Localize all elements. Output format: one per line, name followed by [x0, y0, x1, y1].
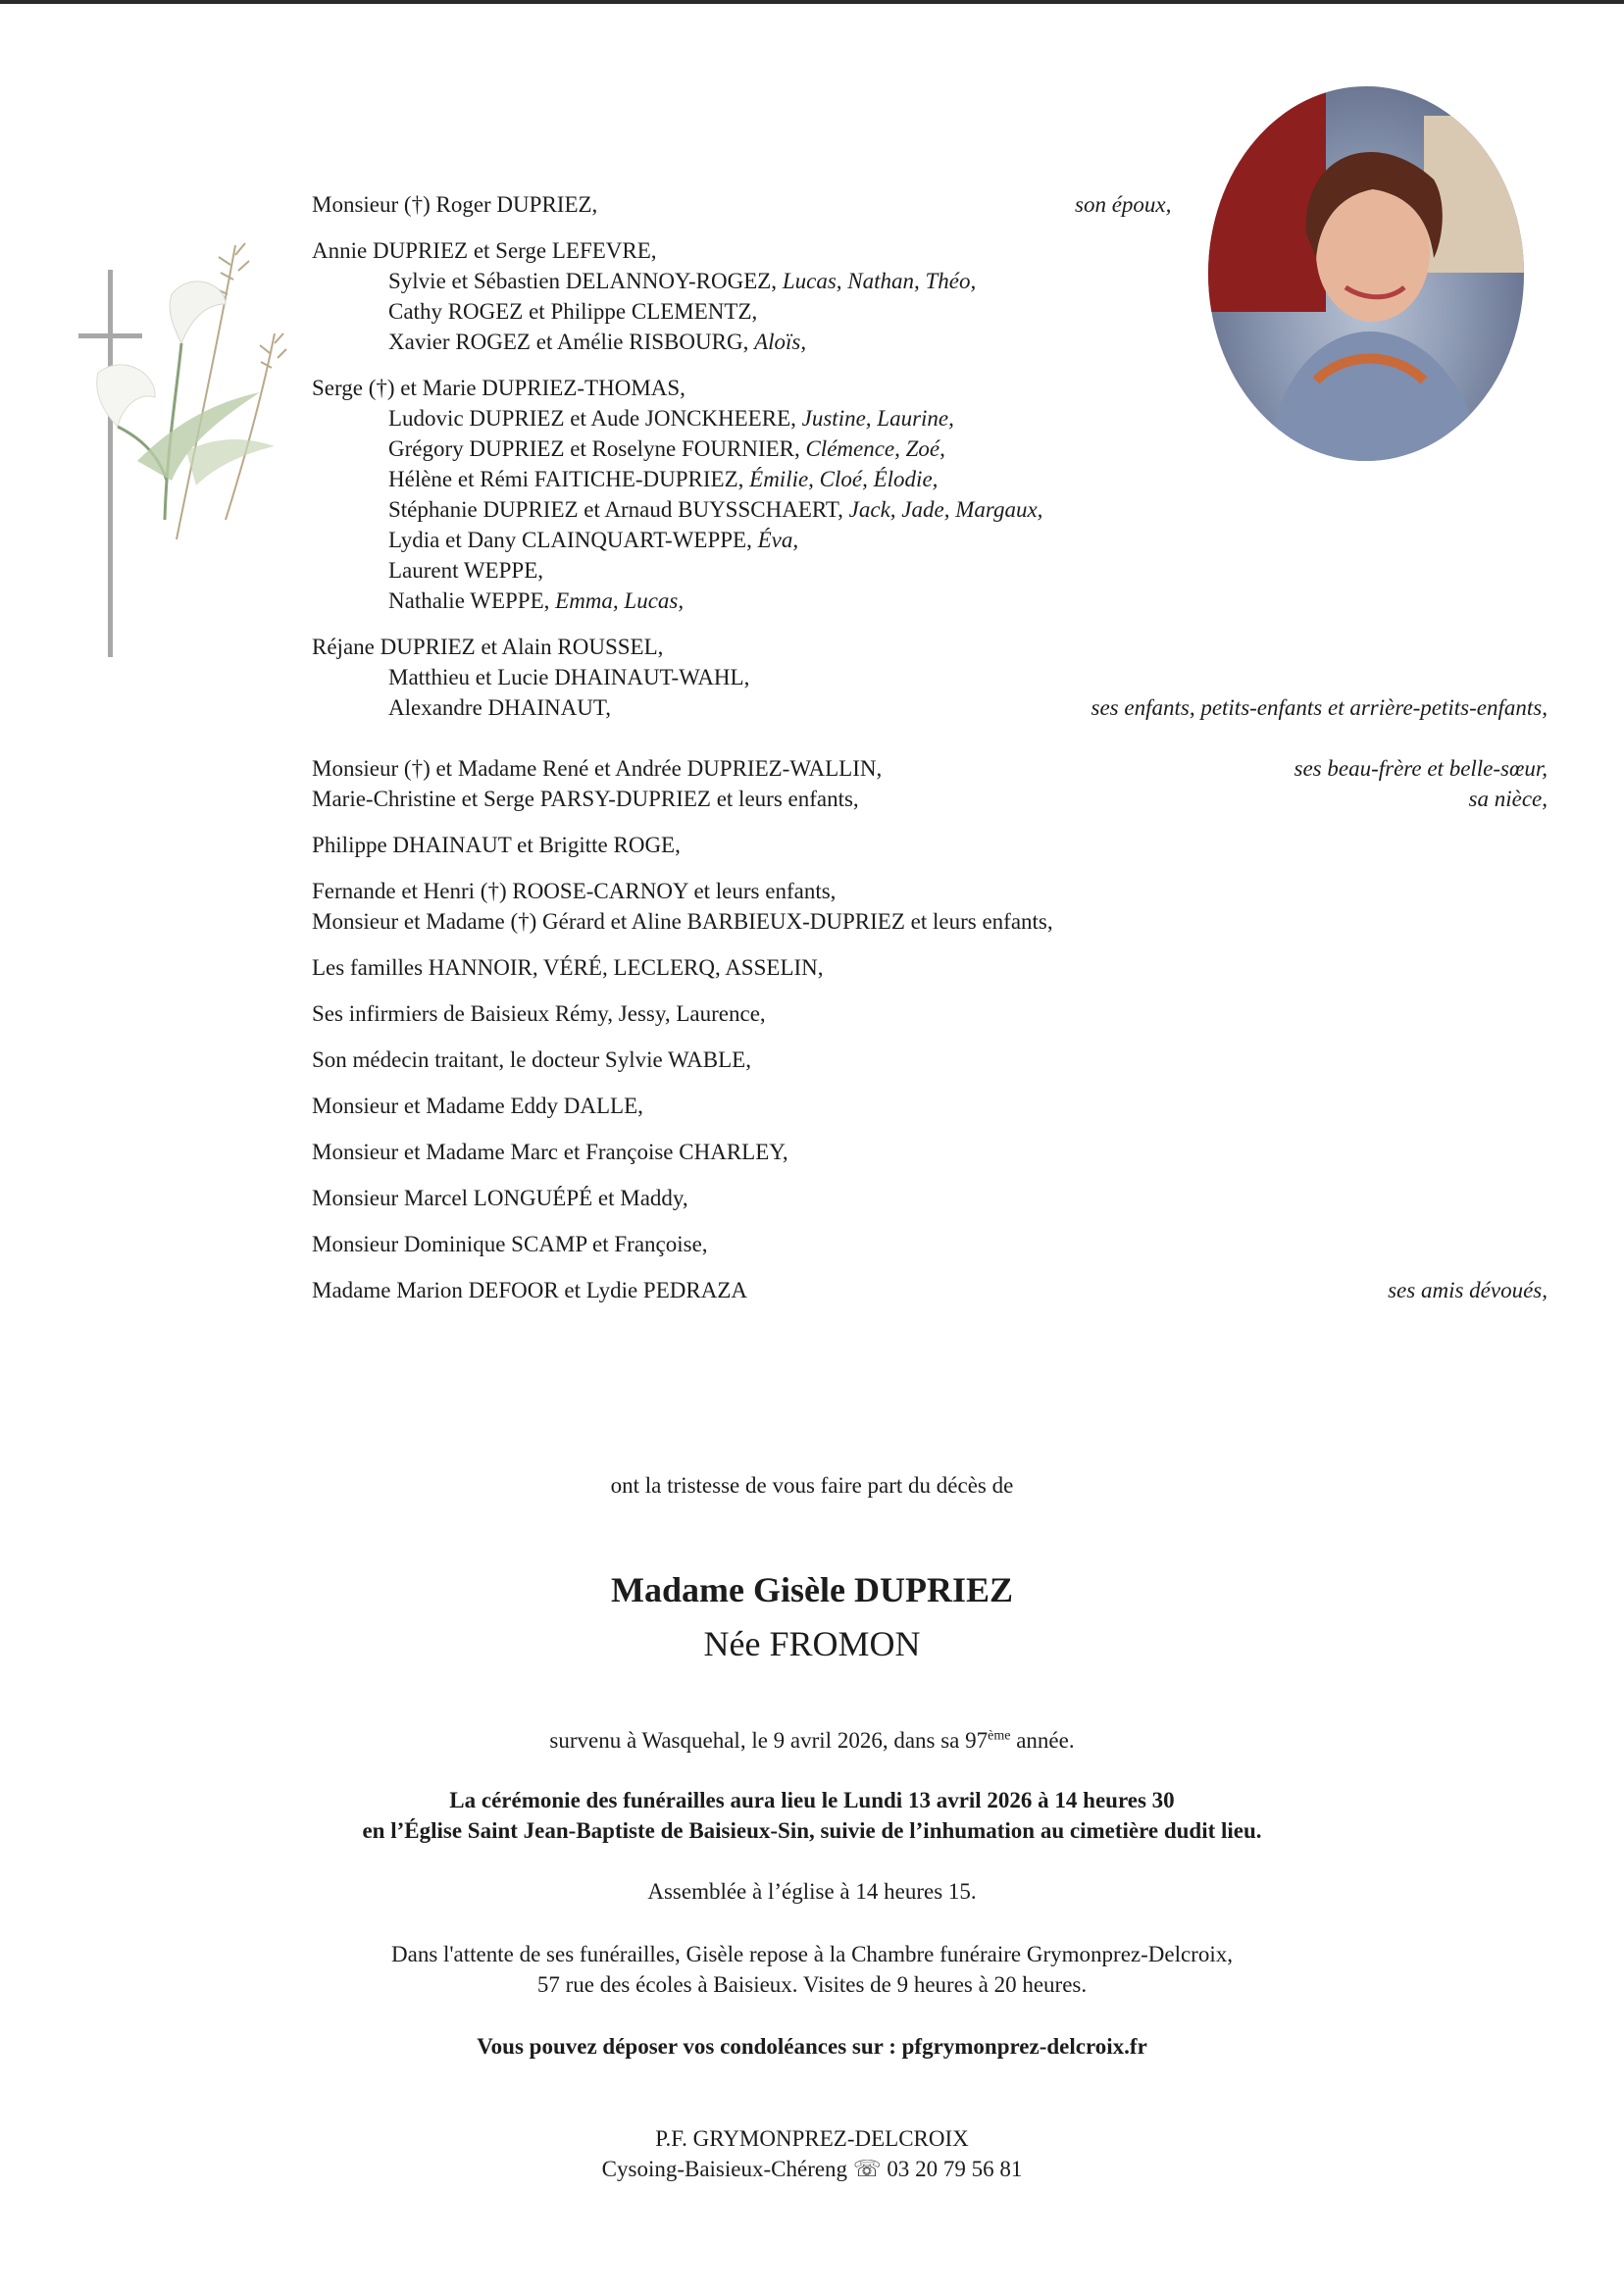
family-member-name: Réjane DUPRIEZ et Alain ROUSSEL,	[312, 635, 664, 659]
rest-location-1: Dans l'attente de ses funérailles, Gisèle repose à la Chambre funéraire Grymonprez-Delcroix,	[391, 1942, 1233, 1966]
grandchildren-names: Émilie, Cloé, Élodie,	[749, 467, 939, 491]
family-member-name: Annie DUPRIEZ et Serge LEFEVRE,	[312, 238, 657, 263]
family-member-name: Sylvie et Sébastien DELANNOY-ROGEZ,	[388, 269, 778, 293]
rest-location-2: 57 rue des écoles à Baisieux. Visites de 9 heures à 20 heures.	[536, 1972, 1088, 1997]
relationship-label: ses beau-frère et belle-sœur,	[1294, 756, 1548, 781]
family-group	[312, 1137, 1548, 1167]
family-member-name: Son médecin traitant, le docteur Sylvie WABLE,	[312, 1047, 751, 1072]
family-line	[312, 1275, 1548, 1305]
family-group	[312, 1045, 1548, 1075]
family-member-name: Laurent WEPPE,	[388, 558, 543, 583]
death-notice	[0, 1728, 1624, 1754]
family-line	[312, 327, 1548, 357]
grandchildren-names: Lucas, Nathan, Théo,	[782, 269, 977, 293]
family-line	[312, 906, 1548, 937]
lily-icon	[97, 281, 275, 520]
family-line	[312, 1229, 1548, 1259]
family-member-name: Matthieu et Lucie DHAINAUT-WAHL,	[388, 665, 750, 689]
announcement-intro: ont la tristesse de vous faire part du décès de	[610, 1473, 1014, 1498]
cross-lily-decoration	[78, 226, 324, 657]
family-line	[312, 403, 1548, 433]
family-line	[312, 266, 1548, 296]
family-line	[312, 464, 1548, 494]
family-line	[312, 189, 1548, 220]
family-member-name: Monsieur Marcel LONGUÉPÉ et Maddy,	[312, 1186, 688, 1210]
family-member-name: Cathy ROGEZ et Philippe CLEMENTZ,	[388, 299, 758, 324]
family-line	[312, 753, 1548, 784]
assembly-time: Assemblée à l’église à 14 heures 15.	[647, 1879, 977, 1904]
family-member-name: Alexandre DHAINAUT,	[388, 695, 611, 720]
family-line	[312, 662, 1548, 692]
relationship-label: ses enfants, petits-enfants et arrière-petits-enfants,	[1091, 695, 1548, 720]
relationship-label: son époux,	[1075, 192, 1172, 217]
family-line	[312, 373, 1548, 403]
family-group	[312, 189, 1548, 220]
ceremony-line-1: La cérémonie des funérailles aura lieu le Lundi 13 avril 2026 à 14 heures 30	[449, 1788, 1175, 1812]
family-member-name: Hélène et Rémi FAITICHE-DUPRIEZ,	[388, 467, 744, 491]
family-member-name: Grégory DUPRIEZ et Roselyne FOURNIER,	[388, 436, 800, 461]
family-line	[312, 586, 1548, 616]
family-member-name: Madame Marion DEFOOR et Lydie PEDRAZA	[312, 1278, 747, 1302]
grandchildren-names: Emma, Lucas,	[555, 588, 685, 613]
family-member-name: Monsieur et Madame (†) Gérard et Aline BARBIEUX-DUPRIEZ et leurs enfants,	[312, 909, 1053, 934]
family-member-name: Stéphanie DUPRIEZ et Arnaud BUYSSCHAERT,	[388, 497, 843, 522]
family-line	[312, 1183, 1548, 1213]
death-text-end: année.	[1010, 1728, 1075, 1753]
family-group	[312, 952, 1548, 983]
family-line	[312, 1045, 1548, 1075]
grandchildren-names: Éva,	[757, 528, 799, 552]
company-phone: 03 20 79 56 81	[887, 2157, 1023, 2181]
funeral-company: P.F. GRYMONPREZ-DELCROIX	[655, 2126, 969, 2151]
family-member-name: Xavier ROGEZ et Amélie RISBOURG,	[388, 330, 749, 354]
family-group	[312, 1275, 1548, 1305]
family-line	[312, 235, 1548, 266]
phone-icon: ☏	[852, 2157, 882, 2181]
family-group	[312, 235, 1548, 357]
family-member-name: Ludovic DUPRIEZ et Aude JONCKHEERE,	[388, 406, 796, 431]
family-list	[312, 189, 1548, 1305]
family-line	[312, 632, 1548, 662]
relationship-label: ses amis dévoués,	[1388, 1278, 1548, 1302]
grandchildren-names: Jack, Jade, Margaux,	[848, 497, 1043, 522]
family-line	[312, 1091, 1548, 1121]
family-group	[312, 753, 1548, 814]
family-line	[312, 876, 1548, 906]
family-line	[312, 952, 1548, 983]
grandchildren-names: Justine, Laurine,	[801, 406, 954, 431]
condolences-line: Vous pouvez déposer vos condoléances sur : pfgrymonprez-delcroix.fr	[477, 2034, 1147, 2059]
scan-top-edge	[0, 0, 1624, 4]
deceased-name: Madame Gisèle DUPRIEZ	[611, 1570, 1013, 1609]
grandchildren-names: Aloïs,	[754, 330, 807, 354]
family-group	[312, 1183, 1548, 1213]
funeral-contact	[0, 2157, 1624, 2182]
family-line	[312, 296, 1548, 327]
family-member-name: Monsieur (†) Roger DUPRIEZ,	[312, 192, 598, 217]
death-text: survenu à Wasquehal, le 9 avril 2026, dans sa 97	[549, 1728, 989, 1753]
family-member-name: Les familles HANNOIR, VÉRÉ, LECLERQ, ASSELIN,	[312, 955, 824, 980]
family-line	[312, 494, 1548, 525]
family-member-name: Monsieur et Madame Eddy DALLE,	[312, 1094, 643, 1118]
family-line	[312, 1137, 1548, 1167]
ceremony-line-2: en l’Église Saint Jean-Baptiste de Baisieux-Sin, suivie de l’inhumation au cimetière dudit lieu.	[362, 1818, 1262, 1843]
family-line	[312, 692, 1548, 723]
family-line	[312, 555, 1548, 586]
family-member-name: Serge (†) et Marie DUPRIEZ-THOMAS,	[312, 376, 685, 400]
family-line	[312, 433, 1548, 464]
relationship-label: sa nièce,	[1468, 787, 1548, 811]
family-line	[312, 525, 1548, 555]
grandchildren-names: Clémence, Zoé,	[805, 436, 945, 461]
family-line	[312, 784, 1548, 814]
family-group	[312, 1229, 1548, 1259]
family-line	[312, 830, 1548, 860]
family-group	[312, 876, 1548, 937]
cross-icon	[78, 270, 142, 657]
family-member-name: Lydia et Dany CLAINQUART-WEPPE,	[388, 528, 752, 552]
family-group	[312, 830, 1548, 860]
family-group	[312, 373, 1548, 616]
family-member-name: Marie-Christine et Serge PARSY-DUPRIEZ et leurs enfants,	[312, 787, 859, 811]
family-member-name: Ses infirmiers de Baisieux Rémy, Jessy, Laurence,	[312, 1001, 766, 1026]
company-location: Cysoing-Baisieux-Chéreng	[601, 2157, 848, 2181]
family-group	[312, 632, 1548, 723]
family-group	[312, 1091, 1548, 1121]
maiden-name: Née FROMON	[703, 1624, 921, 1663]
family-line	[312, 998, 1548, 1029]
family-member-name: Monsieur Dominique SCAMP et Françoise,	[312, 1232, 708, 1256]
family-group	[312, 998, 1548, 1029]
death-ordinal: ème	[988, 1728, 1011, 1744]
family-member-name: Fernande et Henri (†) ROOSE-CARNOY et leurs enfants,	[312, 879, 837, 903]
family-member-name: Monsieur et Madame Marc et Françoise CHARLEY,	[312, 1140, 788, 1164]
family-member-name: Monsieur (†) et Madame René et Andrée DUPRIEZ-WALLIN,	[312, 756, 883, 781]
family-member-name: Nathalie WEPPE,	[388, 588, 550, 613]
family-member-name: Philippe DHAINAUT et Brigitte ROGE,	[312, 833, 681, 857]
